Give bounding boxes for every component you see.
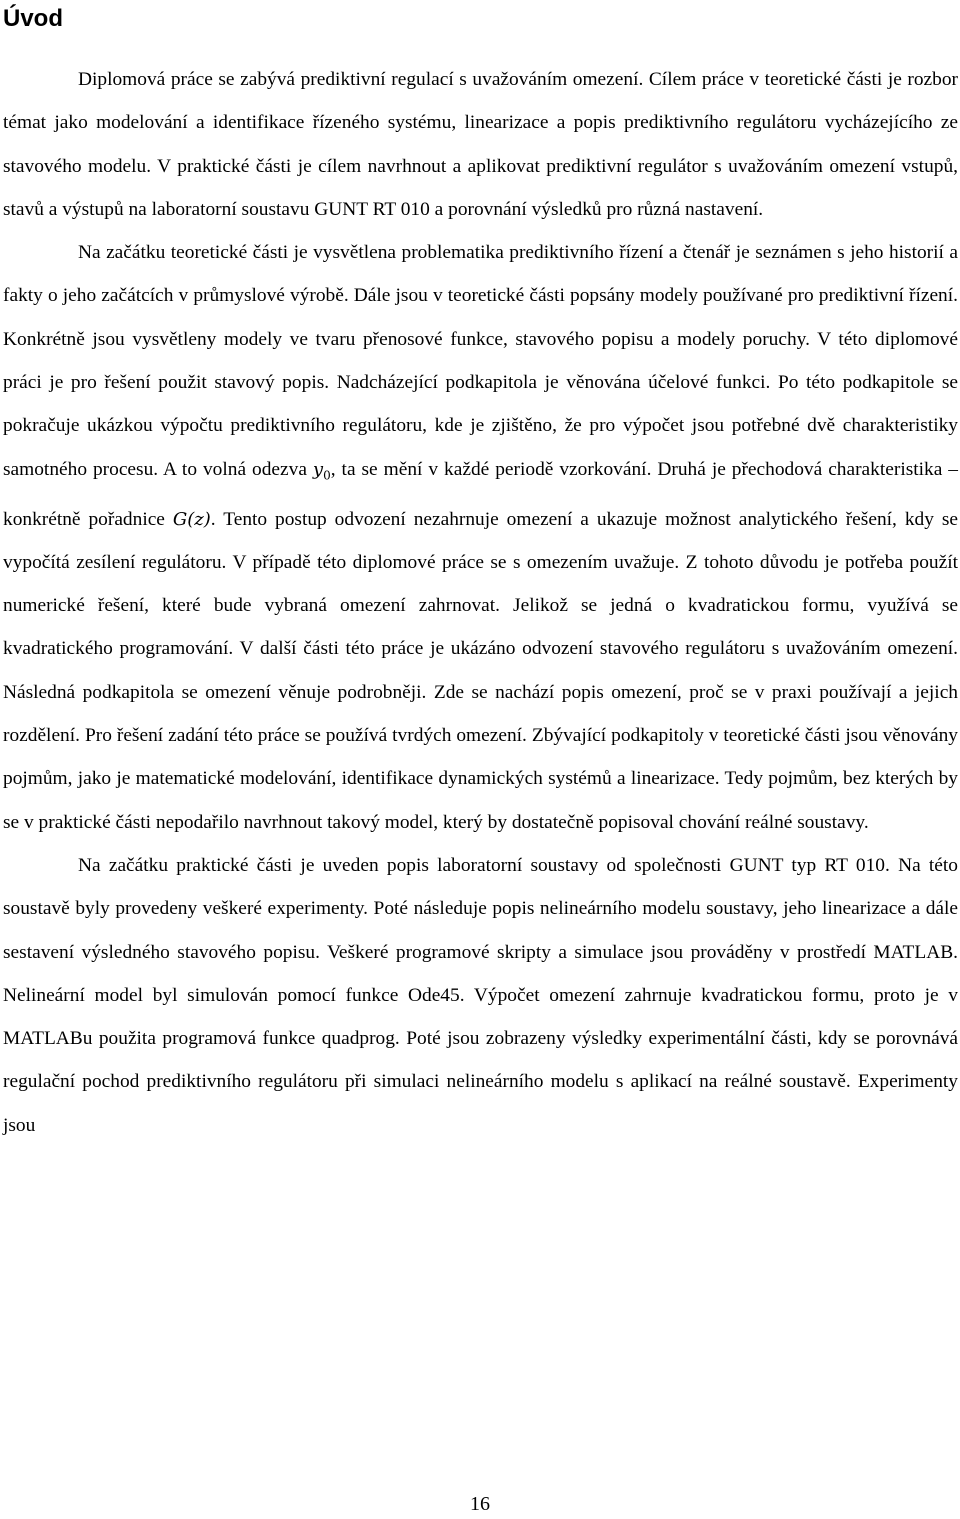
paragraph-theory-part2: , ta se mění v každé periodě vzorkování. Druhá je přechodová charakteristika – konkrétně pořadnice	[3, 458, 958, 530]
math-free-response	[312, 458, 331, 483]
paragraph-theory-part1: Na začátku teoretické části je vysvětlena problematika prediktivního řízení a čtenář je seznámen s jeho historií a fakty o jeho začátcích v průmyslové výrobě. Dále jsou v teoretické části popsány modely používané pro prediktivní řízení. Konkrétně jsou vysvětleny modely ve tvaru přenosové funkce, stavového popisu a modely poruchy. V této diplomové práci je pro řešení použit stavový popis. Nadcházející podkapitola je věnována účelové funkci. Po této podkapitole se pokračuje ukázkou výpočtu prediktivního regulátoru, kde je zjištěno, že pro výpočet jsou potřebné dvě charakteristiky samotného procesu. A to volná odezva	[3, 242, 958, 480]
section-heading: Úvod	[3, 5, 63, 32]
body-text	[3, 58, 958, 1147]
math-free-response-base: y	[312, 458, 324, 480]
paragraph-practical: Na začátku praktické části je uveden popis laboratorní soustavy od společnosti GUNT typ RT 010. Na této soustavě byly provedeny veškeré experimenty. Poté následuje popis nelineárního modelu soustavy, jeho linearizace a dále sestavení výsledného stavového popisu. Veškeré programové skripty a simulace jsou prováděny v prostředí MATLAB. Nelineární model byl simulován pomocí funkce Ode45. Výpočet omezení zahrnuje kvadratickou formu, proto je v MATLABu použita programová funkce quadprog. Poté jsou zobrazeny výsledky experimentální části, kdy se porovnává regulační pochod prediktivního regulátoru při simulaci nelineárního modelu s aplikací na reálné soustavě. Experimenty jsou	[3, 854, 958, 1136]
paragraph-intro: Diplomová práce se zabývá prediktivní regulací s uvažováním omezení. Cílem práce v teoretické části je rozbor témat jako modelování a identifikace řízeného systému, linearizace a popis prediktivního regulátoru vycházejícího ze stavového modelu. V praktické části je cílem navrhnout a aplikovat prediktivní regulátor s uvažováním omezení vstupů, stavů a výstupů na laboratorní soustavu GUNT RT 010 a porovnání výsledků pro různá nastavení.	[3, 69, 958, 220]
paragraph-theory-part3: . Tento postup odvození nezahrnuje omezení a ukazuje možnost analytického řešení, kdy se vypočítá zesílení regulátoru. V případě této diplomové práce se s omezením uvažuje. Z tohoto důvodu je potřeba použít numerické řešení, které bude vybraná omezení zahrnovat. Jelikož se jedná o kvadratickou formu, využívá se kvadratického programování. V další části této práce je ukázáno odvození stavového regulátoru s uvažováním omezení. Následná podkapitola se omezení věnuje podrobněji. Zde se nachází popis omezení, proč se v praxi používají a jejich rozdělení. Pro řešení zadání této práce se používá tvrdých omezení. Zbývající podkapitoly v teoretické části jsou věnovány pojmům, jako je matematické modelování, identifikace dynamických systémů a linearizace. Tedy pojmům, bez kterých by se v praktické části nepodařilo navrhnout takový model, který by dostatečně popisoval chování reálné soustavy.	[3, 508, 958, 833]
paragraph-theory	[3, 231, 958, 844]
page-number: 16	[470, 1493, 490, 1515]
math-step-response: G(z)	[172, 508, 211, 530]
math-free-response-subscript: 0	[323, 468, 331, 483]
